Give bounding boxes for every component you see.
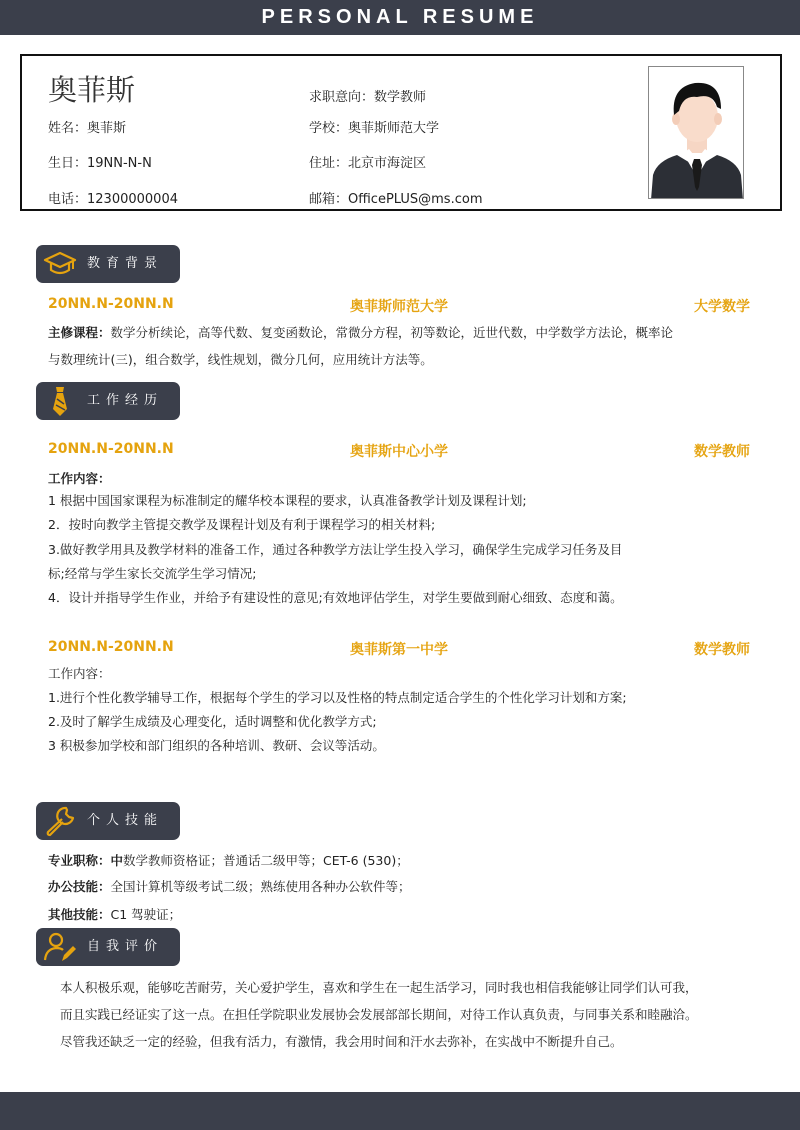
job-2-line-2: 2.及时了解学生成绩及心理变化，适时调整和优化教学方式; <box>48 714 377 729</box>
skill-item-professional <box>48 851 763 869</box>
skill-label-extra: 中 <box>110 853 124 868</box>
education-courses <box>48 323 763 341</box>
courses-text-1: 数学分析续论，高等代数、复变函数论，常微分方程，初等数论，近世代数，中学数学方法论，概率论 <box>110 325 674 340</box>
courses-label: 主修课程： <box>48 325 111 340</box>
person-pen-icon <box>42 931 78 963</box>
skill-label: 其他技能： <box>48 907 111 922</box>
candidate-name: 奥菲斯 <box>48 73 136 107</box>
section-education-header <box>36 245 180 283</box>
skill-label: 专业职称： <box>48 853 111 868</box>
wrench-icon <box>42 805 78 837</box>
self-eval-line-1: 本人积极乐观，能够吃苦耐劳，关心爱护学生，喜欢和学生在一起生活学习，同时我也相信我能够让同学们认可我， <box>60 980 698 995</box>
banner-title: PERSONAL RESUME <box>261 6 539 28</box>
section-self-eval-title: 自我评价 <box>87 939 164 954</box>
job-1-line-2: 2．按时向教学主管提交教学及课程计划及有利于课程学习的相关材料; <box>48 517 436 532</box>
school-field: 学校：奥菲斯师范大学 <box>309 121 440 136</box>
job-objective: 求职意向：数学教师 <box>309 90 427 105</box>
skill-text: 数学教师资格证；普通话二级甲等；CET-6 (530)； <box>123 853 409 868</box>
education-entry-header <box>48 296 750 316</box>
profile-box <box>20 54 782 211</box>
profile-photo <box>648 66 744 199</box>
section-work-title: 工作经历 <box>87 393 164 408</box>
skill-label: 办公技能： <box>48 879 111 894</box>
job-2-line-3: 3 积极参加学校和部门组织的各种培训、教研、会议等活动。 <box>48 738 385 753</box>
name-field: 姓名：奥菲斯 <box>48 121 127 136</box>
job-1-role: 数学教师 <box>694 444 750 460</box>
job-2-line-1: 1.进行个性化教学辅导工作，根据每个学生的学习以及性格的特点制定适合学生的个性化学习计划和方案; <box>48 690 627 705</box>
bottom-bar <box>0 1092 800 1130</box>
section-skills-header <box>36 802 180 840</box>
education-major: 大学数学 <box>694 299 750 315</box>
skill-text: 全国计算机等级考试二级；熟练使用各种办公软件等； <box>110 879 411 894</box>
skill-text: C1 驾驶证； <box>110 907 182 922</box>
job-1-header <box>48 441 750 461</box>
job-1-content-label: 工作内容： <box>48 471 111 486</box>
birth-field: 生日：19NN-N-N <box>48 156 152 171</box>
job-1-line-5: 4．设计并指导学生作业，并给予有建设性的意见;有效地评估学生，对学生要做到耐心细致、态度和蔼。 <box>48 590 623 605</box>
top-banner <box>0 0 800 35</box>
section-work-header <box>36 382 180 420</box>
education-courses-cont: 与数理统计(三)，组合数学，线性规划，微分几何，应用统计方法等。 <box>48 352 433 367</box>
section-skills-title: 个人技能 <box>87 813 164 828</box>
job-2-role: 数学教师 <box>694 642 750 658</box>
section-education-title: 教育背景 <box>87 256 164 271</box>
job-1-line-3: 3.做好教学用具及教学材料的准备工作，通过各种教学方法让学生投入学习，确保学生完成学习任务及目 <box>48 542 623 557</box>
necktie-icon <box>42 385 78 417</box>
job-1-line-1: 1 根据中国国家课程为标准制定的耀华校本课程的要求，认真准备教学计划及课程计划; <box>48 493 527 508</box>
self-eval-line-2: 而且实践已经证实了这一点。在担任学院职业发展协会发展部部长期间，对待工作认真负责，与同事关系和睦融洽。 <box>60 1007 698 1022</box>
graduation-cap-icon <box>42 248 78 280</box>
email-field: 邮箱：OfficePLUS@ms.com <box>309 192 483 207</box>
phone-field: 电话：12300000004 <box>48 192 178 207</box>
job-1-line-4: 标;经常与学生家长交流学生学习情况; <box>48 566 257 581</box>
self-eval-line-3: 尽管我还缺乏一定的经验，但我有活力，有激情，我会用时间和汗水去弥补，在实战中不断提升自己。 <box>60 1034 623 1049</box>
section-self-eval-header <box>36 928 180 966</box>
job-2-header <box>48 639 750 659</box>
job-1-org: 奥菲斯中心小学 <box>350 444 448 460</box>
job-2-org: 奥菲斯第一中学 <box>350 642 448 658</box>
skill-item-office <box>48 877 763 895</box>
job-1-date: 20NN.N-20NN.N <box>48 441 174 457</box>
education-date: 20NN.N-20NN.N <box>48 296 174 312</box>
address-field: 住址：北京市海淀区 <box>309 156 427 171</box>
job-2-date: 20NN.N-20NN.N <box>48 639 174 655</box>
skill-item-other <box>48 905 763 923</box>
job-2-content-label: 工作内容： <box>48 666 111 681</box>
education-school: 奥菲斯师范大学 <box>350 299 448 315</box>
